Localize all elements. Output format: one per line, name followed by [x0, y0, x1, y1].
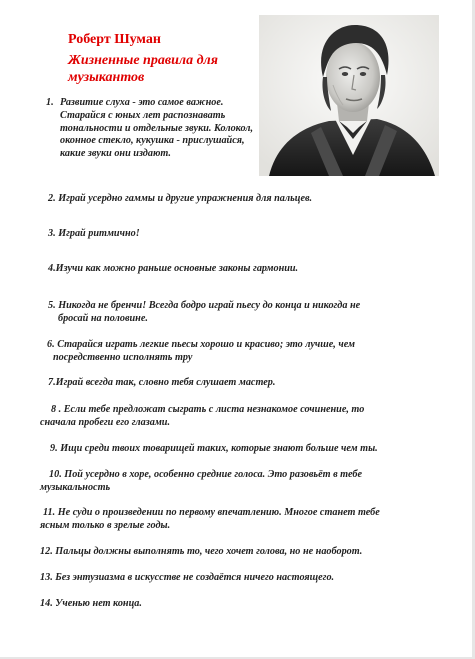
rule-10-line-1: 10. Пой усердно в хоре, особенно средние голоса. Это разовьёт в тебе — [49, 469, 362, 480]
document-subtitle: Жизненные правила для музыкантов — [68, 53, 218, 85]
rule-1 — [46, 97, 260, 161]
rule-14: 14. Ученью нет конца. — [40, 598, 142, 609]
rule-5-line-1: 5. Никогда не бренчи! Всегда бодро играй пьесу до конца и никогда не — [48, 300, 361, 311]
rule-4: 4.Изучи как можно раньше основные законы гармонии. — [48, 263, 299, 274]
portrait-image — [259, 15, 439, 176]
rule-10-line-2: музыкальность — [40, 482, 111, 493]
rule-9: 9. Ищи среди твоих товарищей таких, которые знают больше чем ты. — [50, 443, 378, 454]
rule-11-line-2: ясным только в зрелые годы. — [40, 520, 171, 531]
rule-6-line-1: 6. Старайся играть легкие пьесы хорошо и красиво; это лучше, чем — [47, 339, 355, 350]
rule-8-line-2: сначала пробеги его глазами. — [40, 417, 171, 428]
rule-text: Развитие слуха - это самое важное. Старайся с юных лет распознавать тональности и отдельные звуки. Колокол, оконное стекло, кукушка - прислушайся, какие звуки они издают. — [60, 97, 254, 160]
rule-2: 2. Играй усердно гаммы и другие упражнения для пальцев. — [48, 193, 313, 204]
rule-number: 1. — [46, 97, 54, 108]
rule-13: 13. Без энтузиазма в искусстве не создаётся ничего настоящего. — [40, 572, 335, 583]
document-title: Роберт Шуман — [68, 32, 161, 47]
rule-5-line-2: бросай на половине. — [58, 313, 148, 324]
rule-6-line-2: посредственно исполнять тру — [53, 352, 193, 363]
rule-8-line-1: 8 . Если тебе предложат сыграть с листа незнакомое сочинение, то — [51, 404, 365, 415]
rule-12: 12. Пальцы должны выполнять то, чего хочет голова, но не наоборот. — [40, 546, 363, 557]
rule-3: 3. Играй ритмично! — [48, 228, 140, 239]
rule-11-line-1: 11. Не суди о произведении по первому впечатлению. Многое станет тебе — [43, 507, 380, 518]
portrait-engraving-icon — [259, 15, 439, 176]
rule-7: 7.Играй всегда так, словно тебя слушает мастер. — [48, 377, 276, 388]
